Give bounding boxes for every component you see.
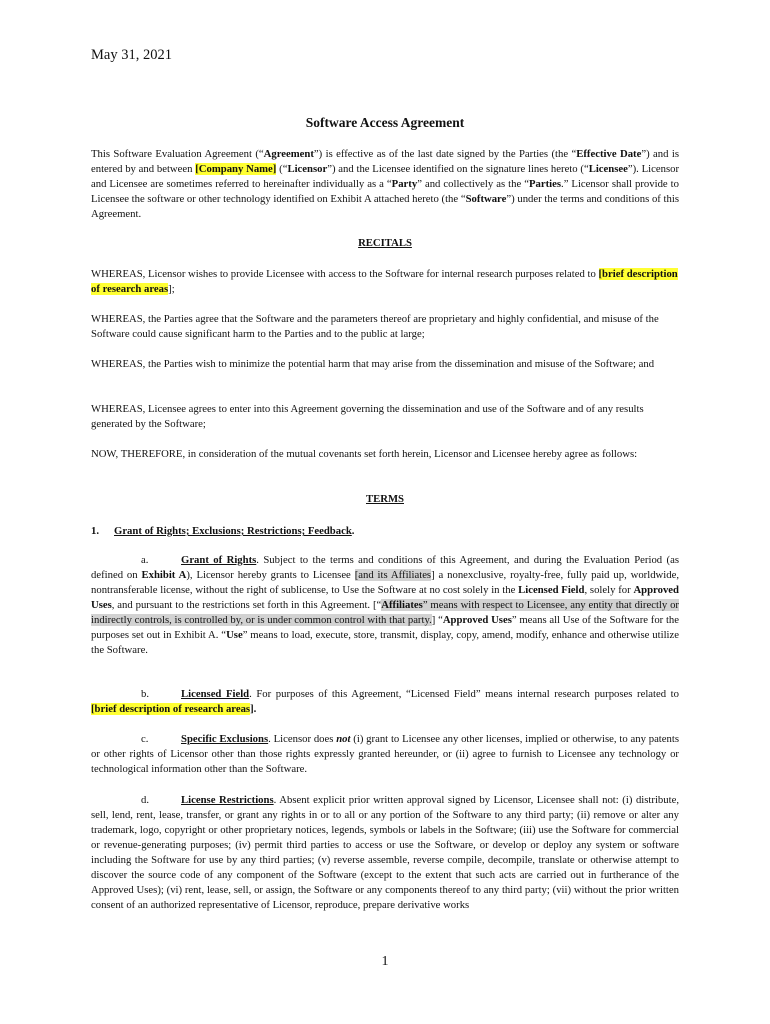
- intro-paragraph: [91, 147, 679, 222]
- clause-text: ] “: [431, 614, 443, 626]
- clause-text: (i) grant to Licensee any other licenses, implied or otherwise, to any patents or other rights of Licensor other than those rights expressly granted hereunder, or (ii) agree to furnish to Licensee any technology or technological information other than the Software.: [91, 733, 679, 775]
- defined-term-parties: Parties: [528, 178, 562, 190]
- recitals-heading: [91, 236, 679, 251]
- clause-text: ” means all Use of the Software for the purposes set out in Exhibit A. “: [91, 614, 680, 641]
- clause-title: License Restrictions: [181, 794, 274, 806]
- intro-text: ”) under the terms and conditions of this Agreement.: [91, 193, 679, 220]
- recital-2: WHEREAS, the Parties agree that the Software and the parameters thereof are proprietary and highly confidential, and misuse of the Software could cause significant harm to the Parties and to the public at large;: [91, 313, 659, 340]
- intro-text: .” Licensor shall provide to Licensee the software or other technology identified on Exhibit A attached hereto (the “: [91, 178, 679, 205]
- defined-term-licensed-field: Licensed Field: [518, 584, 585, 596]
- defined-term-licensor: Licensor: [287, 163, 328, 175]
- clause-title: Specific Exclusions: [181, 733, 269, 745]
- recital-1: [91, 267, 679, 297]
- terms-heading: [91, 492, 679, 507]
- recital-3: WHEREAS, the Parties wish to minimize the potential harm that may arise from the dissemination and misuse of the Software; and: [91, 358, 655, 370]
- intro-text: ”) and is entered by and between: [91, 148, 679, 175]
- page-number: 1: [381, 954, 389, 969]
- document-date: May 31, 2021: [91, 47, 172, 63]
- defined-term-party: Party: [391, 178, 418, 190]
- intro-text: (“: [276, 163, 288, 175]
- clause-label: b.: [141, 688, 150, 700]
- emphasis-not: not: [336, 733, 351, 745]
- defined-term-approved-uses: Approved Uses: [442, 614, 512, 626]
- intro-text: ”) and the Licensee identified on the signature lines hereto (“: [327, 163, 589, 175]
- intro-text: ” and collectively as the “: [417, 178, 529, 190]
- clause-text: ].: [250, 703, 257, 715]
- affiliates-definition-highlight: ” means with respect to Licensee, any entity that directly or indirectly controls, is controlled by, or is under common control with that party.: [91, 599, 679, 626]
- clause-text: . For purposes of this Agreement, “Licensed Field” means internal research purposes related to: [249, 688, 679, 700]
- clause-a: [91, 553, 679, 658]
- intro-text: ”) is effective as of the last date signed by the Parties (the “: [313, 148, 577, 160]
- company-name-placeholder: [Company Name]: [195, 163, 277, 175]
- intro-text: ”). Licensor and Licensee are sometimes referred to hereinafter individually as a “: [91, 163, 680, 190]
- clause-label: a.: [141, 554, 149, 566]
- recital-now-therefore: NOW, THEREFORE, in consideration of the mutual covenants set forth herein, Licensor and Licensee hereby agree as follows:: [91, 448, 638, 460]
- clause-title: Licensed Field: [181, 688, 250, 700]
- section-1-heading: [91, 524, 354, 539]
- clause-text: . Absent explicit prior written approval signed by Licensor, Licensee shall not: (i) distribute, sell, lend, rent, lease, transfer, or grant any rights in or to all or any portion of the Software to any third party; (ii) remove or alter any trademark, logo, copyright or other proprietary notices, legends, symbols or labels in the Software; (iii) use the Software for commercial or revenue-generating purposes; (iv) permit third parties to access or use the Software, or develop or deploy any system or software including the Software for use by any third parties; (v) reverse assemble, reverse compile, decompile, translate or otherwise attempt to discover the source code of any component of the Software (except to the extent that such acts are carried out in furtherance of the Approved Uses); (vi) rent, lease, sell, or assign, the Software or any components thereof to any third party; (vii) without the prior written consent of an authorized representative of Licensor, reproduce, prepare derivative works: [91, 794, 680, 911]
- affiliates-bracket-highlight: [and its Affiliates: [354, 569, 432, 581]
- intro-text: This Software Evaluation Agreement (“: [91, 148, 264, 160]
- clause-text: ” means to load, execute, store, transmit, display, copy, amend, modify, enhance and otherwise utilize the Software.: [91, 629, 680, 656]
- clause-c: [91, 732, 679, 777]
- defined-term-licensee: Licensee: [588, 163, 628, 175]
- recitals-heading-text: RECITALS: [358, 237, 412, 249]
- clause-d: [91, 793, 679, 913]
- clause-b: [91, 687, 679, 717]
- clause-text: . Subject to the terms and conditions of this Agreement, and during the Evaluation Period (as defined on: [91, 554, 680, 581]
- document-title: Software Access Agreement: [305, 115, 465, 130]
- terms-heading-text: TERMS: [365, 493, 404, 505]
- defined-term-software: Software: [465, 193, 507, 205]
- clause-text: , and pursuant to the restrictions set forth in this Agreement. [“: [111, 599, 382, 611]
- defined-term-use: Use: [226, 629, 243, 641]
- defined-term-agreement: Agreement: [263, 148, 314, 160]
- clause-text: , solely for: [584, 584, 634, 596]
- section-number: 1.: [91, 525, 100, 537]
- recital-text: WHEREAS, Licensor wishes to provide Licensee with access to the Software for internal research purposes related to: [91, 268, 599, 280]
- defined-term-effective-date: Effective Date: [576, 148, 642, 160]
- clause-label: c.: [141, 733, 149, 745]
- defined-term-approved-uses: Approved Uses: [91, 584, 679, 611]
- clause-label: d.: [141, 794, 150, 806]
- research-areas-placeholder: [brief description of research areas: [91, 268, 678, 295]
- clause-text: ] a nonexclusive, royalty-free, fully paid up, worldwide, nontransferable license, without the right of sublicense, to Use the Software at no cost solely in the: [91, 569, 679, 596]
- recital-4: WHEREAS, Licensee agrees to enter into this Agreement governing the dissemination and use of the Software and of any results generated by the Software;: [91, 403, 644, 430]
- recital-text: ];: [168, 283, 175, 295]
- section-title: Grant of Rights; Exclusions; Restrictions; Feedback: [114, 525, 352, 537]
- exhibit-a-term: Exhibit A: [141, 569, 187, 581]
- research-areas-placeholder: [brief description of research areas: [91, 703, 251, 715]
- section-title-end: .: [351, 525, 355, 537]
- clause-title: Grant of Rights: [181, 554, 257, 566]
- clause-text: ), Licensor hereby grants to Licensee: [186, 569, 355, 581]
- defined-term-affiliates: Affiliates: [381, 599, 423, 611]
- clause-text: . Licensor does: [268, 733, 337, 745]
